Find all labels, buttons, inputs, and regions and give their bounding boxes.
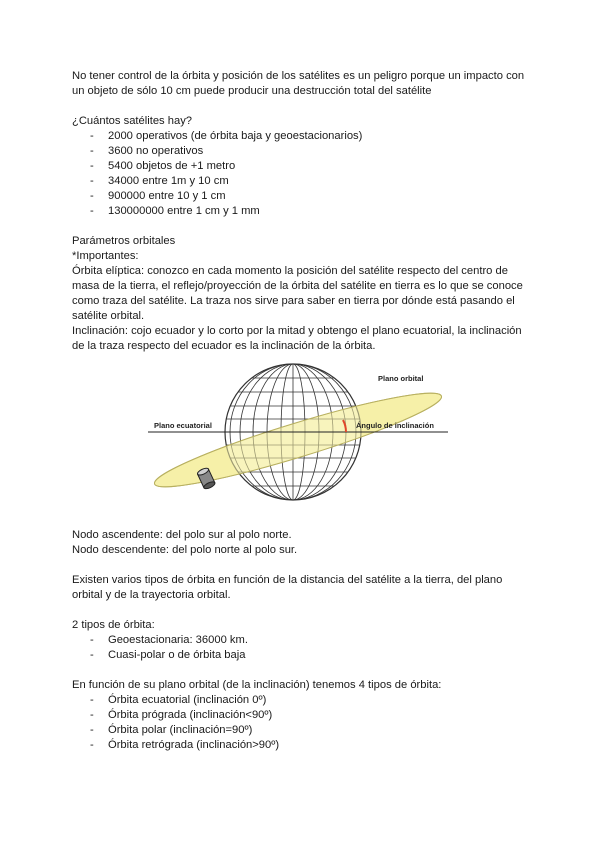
list-item: - 3600 no operativos <box>72 144 532 159</box>
orbit-diagram <box>148 360 448 510</box>
list-item: - 900000 entre 10 y 1 cm <box>72 189 532 204</box>
document-body-lower <box>72 528 532 753</box>
elliptic-orbit-paragraph: Órbita elíptica: conozco en cada momento la posición del satélite respecto del centro de masa de la tierra, el reflejo/proyección de la órbita del satélite en tierra es lo que se conoce como traza del satélite. La traza nos sirve para saber en tierra por dónde está pasando el satélite orbital. <box>72 265 523 322</box>
two-types-list <box>72 633 532 663</box>
orbit-diagram-svg <box>148 360 448 510</box>
list-item: - Órbita retrógrada (inclinación>90º) <box>72 738 532 753</box>
descending-node: Nodo descendente: del polo norte al polo sur. <box>72 544 298 556</box>
satellites-question: ¿Cuántos satélites hay? <box>72 115 193 127</box>
inclination-paragraph: Inclinación: cojo ecuador y lo corto por la mitad y obtengo el plano ecuatorial, la inclinación de la traza respecto del ecuador es la inclinación de la órbita. <box>72 325 522 352</box>
orbit-types-intro: Existen varios tipos de órbita en función de la distancia del satélite a la tierra, del plano orbital y de la trayectoria orbital. <box>72 574 503 601</box>
two-types-heading: 2 tipos de órbita: <box>72 619 155 631</box>
label-inclination-angle: Ángulo de inclinación <box>356 421 434 430</box>
params-important: *Importantes: <box>72 250 139 262</box>
intro-paragraph: No tener control de la órbita y posición de los satélites es un peligro porque un impacto con un objeto de sólo 10 cm puede producir una destrucción total del satélite <box>72 70 525 97</box>
four-types-list <box>72 693 532 753</box>
ascending-node: Nodo ascendente: del polo sur al polo norte. <box>72 529 292 541</box>
list-item: - Órbita prógrada (inclinación<90º) <box>72 708 532 723</box>
list-item: - Cuasi-polar o de órbita baja <box>72 648 532 663</box>
list-item: - 130000000 entre 1 cm y 1 mm <box>72 204 532 219</box>
satellites-list <box>72 129 532 219</box>
params-heading: Parámetros orbitales <box>72 235 176 247</box>
document-body <box>72 69 532 354</box>
label-orbital-plane: Plano orbital <box>378 374 424 383</box>
list-item: - 34000 entre 1m y 10 cm <box>72 174 532 189</box>
list-item: - Geoestacionaria: 36000 km. <box>72 633 532 648</box>
list-item: - Órbita polar (inclinación=90º) <box>72 723 532 738</box>
label-equatorial-plane: Plano ecuatorial <box>154 421 212 430</box>
four-types-heading: En función de su plano orbital (de la inclinación) tenemos 4 tipos de órbita: <box>72 679 442 691</box>
list-item: - 5400 objetos de +1 metro <box>72 159 532 174</box>
list-item: - Órbita ecuatorial (inclinación 0º) <box>72 693 532 708</box>
list-item: - 2000 operativos (de órbita baja y geoestacionarios) <box>72 129 532 144</box>
